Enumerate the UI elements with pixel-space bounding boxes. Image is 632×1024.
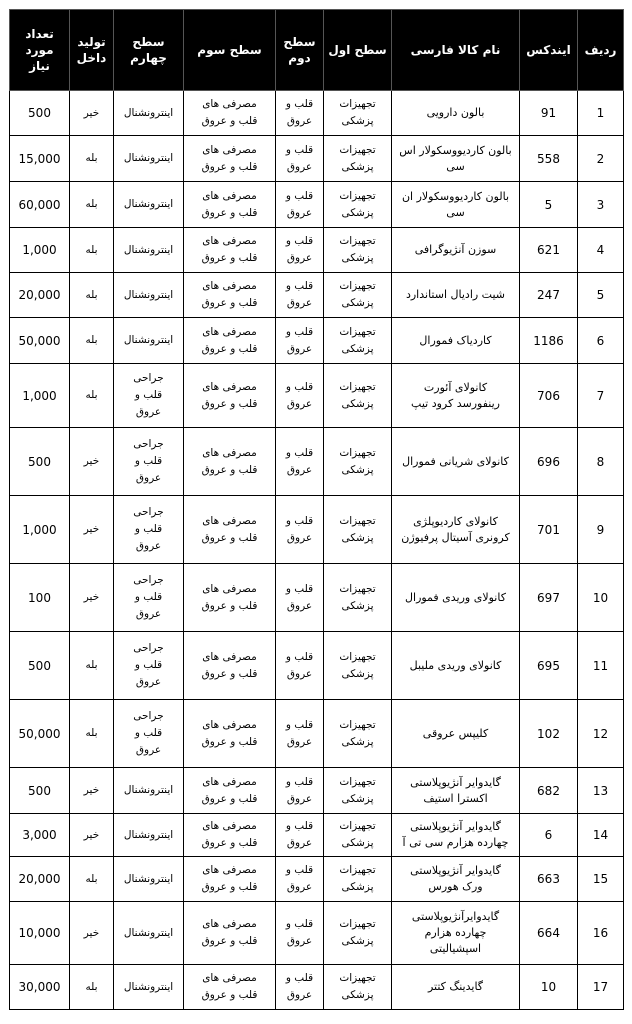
cell-index: 682 <box>520 768 578 814</box>
cell-index: 10 <box>520 965 578 1010</box>
cell-level4: اینترونشنال <box>114 857 184 902</box>
cell-name: بالون دارویی <box>392 91 520 136</box>
cell-qty: 100 <box>10 564 70 632</box>
cell-index: 664 <box>520 902 578 965</box>
cell-level2: قلب و عروق <box>276 768 324 814</box>
cell-level2: قلب و عروق <box>276 428 324 496</box>
cell-level4: اینترونشنال <box>114 318 184 364</box>
cell-qty: 50,000 <box>10 700 70 768</box>
cell-level1: تجهیزات پزشکی <box>324 273 392 318</box>
header-domestic: تولید داخل <box>70 10 114 91</box>
cell-qty: 500 <box>10 632 70 700</box>
cell-domestic: بله <box>70 318 114 364</box>
cell-name: گایدوایر آنژیوپلاستی اکسترا استیف <box>392 768 520 814</box>
cell-level3: مصرفی های قلب و عروق <box>184 136 276 182</box>
cell-level4: اینترونشنال <box>114 228 184 273</box>
cell-qty: 60,000 <box>10 182 70 228</box>
cell-level4: جراحی قلب و عروق <box>114 428 184 496</box>
cell-radif: 7 <box>578 364 624 428</box>
cell-level4: جراحی قلب و عروق <box>114 564 184 632</box>
cell-level4: اینترونشنال <box>114 768 184 814</box>
cell-index: 5 <box>520 182 578 228</box>
cell-index: 697 <box>520 564 578 632</box>
cell-level4: اینترونشنال <box>114 273 184 318</box>
cell-level3: مصرفی های قلب و عروق <box>184 814 276 857</box>
table-row <box>10 768 624 814</box>
cell-qty: 3,000 <box>10 814 70 857</box>
cell-name: کلیپس عروقی <box>392 700 520 768</box>
cell-domestic: خیر <box>70 902 114 965</box>
cell-level1: تجهیزات پزشکی <box>324 902 392 965</box>
header-level1: سطح اول <box>324 10 392 91</box>
cell-level2: قلب و عروق <box>276 496 324 564</box>
cell-level2: قلب و عروق <box>276 857 324 902</box>
header-level4: سطح چهارم <box>114 10 184 91</box>
cell-index: 6 <box>520 814 578 857</box>
cell-qty: 30,000 <box>10 965 70 1010</box>
cell-radif: 2 <box>578 136 624 182</box>
cell-index: 558 <box>520 136 578 182</box>
cell-name: گایدوایر آنژیوپلاستی چهارده هزارم سی تی آ <box>392 814 520 857</box>
cell-qty: 50,000 <box>10 318 70 364</box>
cell-radif: 13 <box>578 768 624 814</box>
cell-level3: مصرفی های قلب و عروق <box>184 700 276 768</box>
cell-level3: مصرفی های قلب و عروق <box>184 364 276 428</box>
cell-radif: 11 <box>578 632 624 700</box>
cell-level2: قلب و عروق <box>276 228 324 273</box>
table-row <box>10 902 624 965</box>
cell-domestic: بله <box>70 965 114 1010</box>
cell-index: 91 <box>520 91 578 136</box>
header-index: ایندکس <box>520 10 578 91</box>
cell-level2: قلب و عروق <box>276 318 324 364</box>
cell-level1: تجهیزات پزشکی <box>324 632 392 700</box>
cell-level1: تجهیزات پزشکی <box>324 428 392 496</box>
table-row <box>10 318 624 364</box>
table-row <box>10 700 624 768</box>
table-wrapper <box>9 9 624 1010</box>
table-row <box>10 91 624 136</box>
header-level3: سطح سوم <box>184 10 276 91</box>
cell-radif: 10 <box>578 564 624 632</box>
cell-qty: 500 <box>10 768 70 814</box>
cell-radif: 14 <box>578 814 624 857</box>
cell-level1: تجهیزات پزشکی <box>324 564 392 632</box>
table-row <box>10 428 624 496</box>
cell-name: گایدوایرآنژیوپلاستی چهارده هزارم اسپشیالیتی <box>392 902 520 965</box>
cell-radif: 6 <box>578 318 624 364</box>
cell-index: 701 <box>520 496 578 564</box>
cell-qty: 15,000 <box>10 136 70 182</box>
cell-level2: قلب و عروق <box>276 902 324 965</box>
cell-level3: مصرفی های قلب و عروق <box>184 496 276 564</box>
cell-qty: 1,000 <box>10 496 70 564</box>
cell-level4: اینترونشنال <box>114 814 184 857</box>
cell-qty: 1,000 <box>10 364 70 428</box>
cell-index: 102 <box>520 700 578 768</box>
cell-index: 696 <box>520 428 578 496</box>
cell-domestic: بله <box>70 136 114 182</box>
cell-index: 621 <box>520 228 578 273</box>
table-row <box>10 965 624 1010</box>
cell-domestic: خیر <box>70 768 114 814</box>
cell-domestic: بله <box>70 273 114 318</box>
cell-level1: تجهیزات پزشکی <box>324 965 392 1010</box>
cell-level4: جراحی قلب و عروق <box>114 496 184 564</box>
cell-name: شیت رادیال استاندارد <box>392 273 520 318</box>
cell-level3: مصرفی های قلب و عروق <box>184 564 276 632</box>
cell-level1: تجهیزات پزشکی <box>324 182 392 228</box>
cell-level1: تجهیزات پزشکی <box>324 364 392 428</box>
cell-index: 695 <box>520 632 578 700</box>
header-row <box>10 10 624 91</box>
cell-name: کانولای وریدی ملیبل <box>392 632 520 700</box>
cell-name: گایدینگ کتتر <box>392 965 520 1010</box>
table-row <box>10 814 624 857</box>
cell-level2: قلب و عروق <box>276 364 324 428</box>
cell-level3: مصرفی های قلب و عروق <box>184 91 276 136</box>
cell-level2: قلب و عروق <box>276 814 324 857</box>
cell-level1: تجهیزات پزشکی <box>324 814 392 857</box>
cell-qty: 500 <box>10 428 70 496</box>
cell-level2: قلب و عروق <box>276 91 324 136</box>
cell-domestic: بله <box>70 364 114 428</box>
cell-level3: مصرفی های قلب و عروق <box>184 428 276 496</box>
cell-radif: 17 <box>578 965 624 1010</box>
table-row <box>10 136 624 182</box>
cell-level4: اینترونشنال <box>114 902 184 965</box>
cell-radif: 12 <box>578 700 624 768</box>
cell-radif: 15 <box>578 857 624 902</box>
cell-name: سوزن آنژیوگرافی <box>392 228 520 273</box>
cell-level4: اینترونشنال <box>114 182 184 228</box>
cell-level4: جراحی قلب و عروق <box>114 700 184 768</box>
cell-qty: 1,000 <box>10 228 70 273</box>
table-row <box>10 496 624 564</box>
table-row <box>10 564 624 632</box>
cell-radif: 1 <box>578 91 624 136</box>
cell-domestic: بله <box>70 182 114 228</box>
header-level2: سطح دوم <box>276 10 324 91</box>
table-row <box>10 228 624 273</box>
table-row <box>10 182 624 228</box>
cell-radif: 4 <box>578 228 624 273</box>
cell-qty: 500 <box>10 91 70 136</box>
cell-level3: مصرفی های قلب و عروق <box>184 228 276 273</box>
products-table <box>9 9 624 1010</box>
cell-level2: قلب و عروق <box>276 564 324 632</box>
cell-name: کانولای شریانی فمورال <box>392 428 520 496</box>
cell-domestic: خیر <box>70 428 114 496</box>
cell-level3: مصرفی های قلب و عروق <box>184 857 276 902</box>
cell-index: 706 <box>520 364 578 428</box>
cell-name: بالون کاردیووسکولار ان سی <box>392 182 520 228</box>
header-name: نام کالا فارسی <box>392 10 520 91</box>
cell-qty: 20,000 <box>10 273 70 318</box>
cell-domestic: خیر <box>70 91 114 136</box>
cell-qty: 10,000 <box>10 902 70 965</box>
cell-name: بالون کاردیووسکولار اس سی <box>392 136 520 182</box>
cell-level4: اینترونشنال <box>114 91 184 136</box>
cell-level1: تجهیزات پزشکی <box>324 857 392 902</box>
cell-level1: تجهیزات پزشکی <box>324 768 392 814</box>
cell-level4: جراحی قلب و عروق <box>114 364 184 428</box>
cell-level3: مصرفی های قلب و عروق <box>184 318 276 364</box>
cell-level3: مصرفی های قلب و عروق <box>184 768 276 814</box>
cell-level4: اینترونشنال <box>114 965 184 1010</box>
table-row <box>10 632 624 700</box>
cell-level2: قلب و عروق <box>276 182 324 228</box>
cell-level2: قلب و عروق <box>276 965 324 1010</box>
cell-level2: قلب و عروق <box>276 136 324 182</box>
header-qty: تعداد مورد نیاز <box>10 10 70 91</box>
cell-level1: تجهیزات پزشکی <box>324 318 392 364</box>
cell-level2: قلب و عروق <box>276 632 324 700</box>
cell-level1: تجهیزات پزشکی <box>324 136 392 182</box>
cell-index: 1186 <box>520 318 578 364</box>
cell-level3: مصرفی های قلب و عروق <box>184 273 276 318</box>
cell-domestic: خیر <box>70 564 114 632</box>
cell-level2: قلب و عروق <box>276 700 324 768</box>
cell-level3: مصرفی های قلب و عروق <box>184 965 276 1010</box>
header-radif: ردیف <box>578 10 624 91</box>
cell-level3: مصرفی های قلب و عروق <box>184 182 276 228</box>
cell-radif: 3 <box>578 182 624 228</box>
cell-name: کاردیاک فمورال <box>392 318 520 364</box>
cell-level1: تجهیزات پزشکی <box>324 228 392 273</box>
cell-name: کانولای کاردیوپلژی کرونری آسیتال پرفیوژن <box>392 496 520 564</box>
table-row <box>10 364 624 428</box>
cell-domestic: بله <box>70 700 114 768</box>
cell-domestic: بله <box>70 632 114 700</box>
cell-index: 663 <box>520 857 578 902</box>
cell-radif: 16 <box>578 902 624 965</box>
cell-domestic: خیر <box>70 496 114 564</box>
cell-level3: مصرفی های قلب و عروق <box>184 902 276 965</box>
table-row <box>10 857 624 902</box>
cell-domestic: خیر <box>70 814 114 857</box>
cell-level1: تجهیزات پزشکی <box>324 496 392 564</box>
cell-level1: تجهیزات پزشکی <box>324 700 392 768</box>
cell-level2: قلب و عروق <box>276 273 324 318</box>
cell-radif: 5 <box>578 273 624 318</box>
cell-radif: 9 <box>578 496 624 564</box>
cell-name: کانولای آئورت رینفورسد کرود تیپ <box>392 364 520 428</box>
cell-level1: تجهیزات پزشکی <box>324 91 392 136</box>
cell-name: کانولای وریدی فمورال <box>392 564 520 632</box>
cell-name: گایدوایر آنژیوپلاستی ورک هورس <box>392 857 520 902</box>
cell-index: 247 <box>520 273 578 318</box>
cell-domestic: بله <box>70 228 114 273</box>
cell-radif: 8 <box>578 428 624 496</box>
table-row <box>10 273 624 318</box>
cell-level4: جراحی قلب و عروق <box>114 632 184 700</box>
cell-domestic: بله <box>70 857 114 902</box>
cell-level4: اینترونشنال <box>114 136 184 182</box>
cell-qty: 20,000 <box>10 857 70 902</box>
cell-level3: مصرفی های قلب و عروق <box>184 632 276 700</box>
